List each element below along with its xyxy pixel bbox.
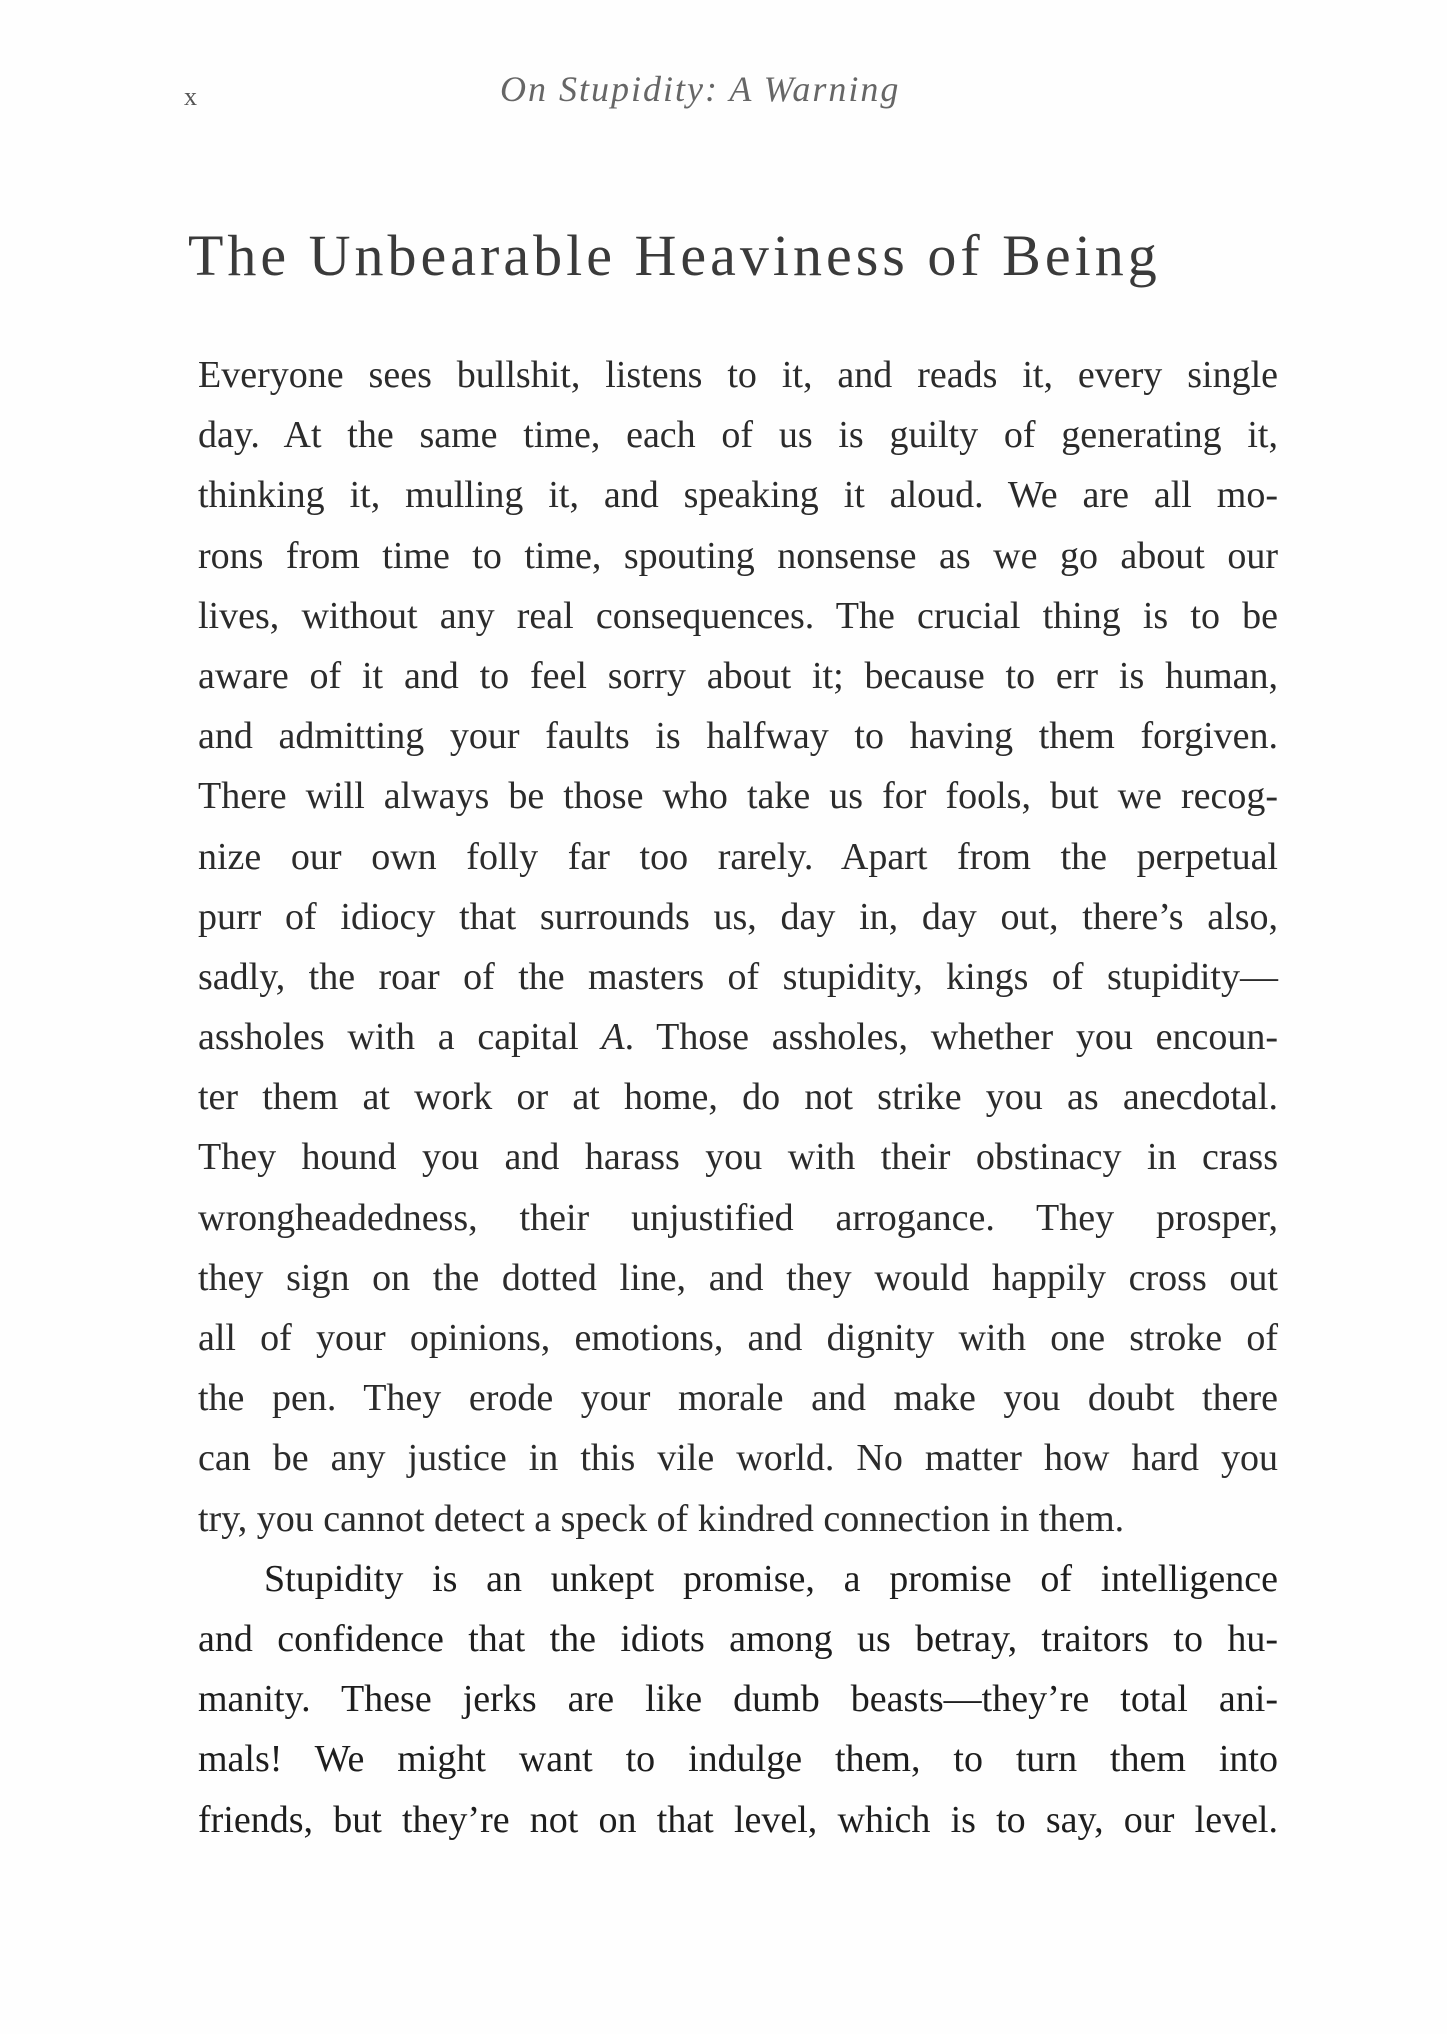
paragraph-2 — [198, 1549, 1278, 1850]
text-line: and confidence that the idiots among us betray, traitors to hu- — [198, 1617, 1278, 1660]
text-line: try, you cannot detect a speck of kindred connection in them. — [198, 1497, 1125, 1540]
text-line: friends, but they’re not on that level, which is to say, our level. — [198, 1798, 1278, 1841]
text-line: rons from time to time, spouting nonsense as we go about our — [198, 534, 1278, 577]
running-head — [0, 68, 1447, 128]
text-line: nize our own folly far too rarely. Apart from the perpetual — [198, 835, 1278, 878]
text-line: aware of it and to feel sorry about it; because to err is human, — [198, 654, 1278, 697]
text-line: ter them at work or at home, do not strike you as anecdotal. — [198, 1076, 1278, 1119]
text-line: thinking it, mulling it, and speaking it aloud. We are all mo- — [198, 474, 1278, 517]
text-line: They hound you and harass you with their obstinacy in crass — [198, 1136, 1278, 1179]
text-line: can be any justice in this vile world. No matter how hard you — [198, 1437, 1278, 1480]
text-segment: assholes with a capital — [198, 1016, 602, 1059]
text-line: and admitting your faults is halfway to having them forgiven. — [198, 715, 1278, 758]
paragraph-1 — [198, 345, 1278, 1549]
text-line: manity. These jerks are like dumb beasts—they’re total ani- — [198, 1678, 1278, 1721]
body-text — [198, 345, 1278, 1850]
text-line: purr of idiocy that surrounds us, day in, day out, there’s also, — [198, 895, 1278, 938]
chapter-title: The Unbearable Heaviness of Being — [188, 223, 1161, 288]
text-line: lives, without any real consequences. The crucial thing is to be — [198, 594, 1278, 637]
text-line: sadly, the roar of the masters of stupidity, kings of stupidity— — [198, 955, 1278, 998]
text-line: the pen. They erode your morale and make you doubt there — [198, 1377, 1278, 1420]
text-line: There will always be those who take us for fools, but we recog- — [198, 775, 1278, 818]
text-line: Everyone sees bullshit, listens to it, and reads it, every single — [198, 354, 1278, 396]
text-line: they sign on the dotted line, and they would happily cross out — [198, 1256, 1278, 1299]
text-line: wrongheadedness, their unjustified arrogance. They prosper, — [198, 1196, 1278, 1239]
text-line: Stupidity is an unkept promise, a promise of intelligence — [264, 1557, 1278, 1600]
italic-letter: A — [601, 1016, 625, 1059]
page-number: x — [184, 82, 198, 111]
text-line: day. At the same time, each of us is guilty of generating it, — [198, 414, 1278, 457]
text-line: mals! We might want to indulge them, to turn them into — [198, 1738, 1278, 1781]
text-segment: . Those assholes, whether you encoun- — [624, 1016, 1279, 1059]
running-title: On Stupidity: A Warning — [500, 69, 901, 109]
text-line: all of your opinions, emotions, and dignity with one stroke of — [198, 1317, 1278, 1359]
text-line — [198, 1007, 1278, 1067]
